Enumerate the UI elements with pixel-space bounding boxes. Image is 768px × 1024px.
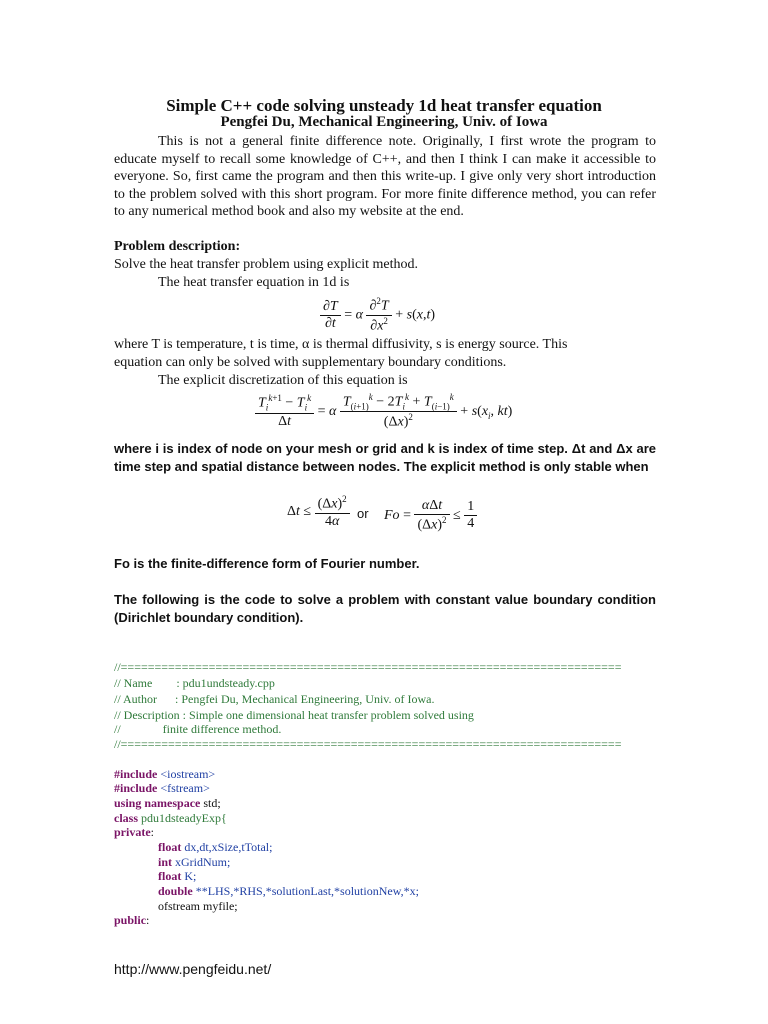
stability-condition-2: Fo = $\frac{\text{αΔt}}{(\Delta x)^2}$ ≤ $\frac{1}{4}$ <box>384 498 477 534</box>
problem-heading: Problem description: <box>114 239 241 254</box>
heat-equation: $\frac{\partial T}{\partial t}$ = α $\frac{\partial^2T}{\partial x^2}$ + s(x,t) <box>320 296 435 334</box>
solve-line: Solve the heat transfer problem using explicit method. <box>114 257 419 272</box>
explicit-intro: The explicit discretization of this equation is <box>158 373 408 388</box>
code-name-comment: // Name : pdu1undsteady.cpp <box>114 676 275 690</box>
code-author-comment: // Author : Pengfei Du, Mechanical Engineering, Univ. of Iowa. <box>114 692 435 706</box>
where-line-1: where T is temperature, t is time, α is thermal diffusivity, s is energy source. This <box>114 337 568 352</box>
or-word: or <box>357 506 369 521</box>
code-public: public: <box>114 913 150 927</box>
code-float-k-decl: float K; <box>158 869 197 883</box>
code-private: private: <box>114 825 154 839</box>
code-double-decl: double **LHS,*RHS,*solutionLast,*solutionNew,*x; <box>158 884 419 898</box>
explicit-equation: $\frac{T_i^{k+1} - T_i^k}{\Delta t}$ = α $\frac{T_{(i+1)}^k - 2T_i^k + T_{(i-1)}^k}{(\Delta x)^2}$ + $s(x_i$, kt) <box>255 392 512 431</box>
code-float-decl: float dx,dt,xSize,tTotal; <box>158 840 273 854</box>
code-include-fstream: #include <fstream> <box>114 781 210 795</box>
fo-line: Fo is the finite-difference form of Fourier number. <box>114 556 420 571</box>
intro-paragraph: This is not a general finite difference note. Originally, I first wrote the program to educate myself to recall some knowledge of C++, and then I think I can make it accessible to everyone. So, first came the program and then this write-up. I give only very short introduction to the problem solved with this short program. For more finite difference method, you can refer to any numerical method book and also my website at the end. <box>114 134 656 220</box>
author-line: Pengfei Du, Mechanical Engineering, Univ. of Iowa <box>220 114 548 130</box>
doc-title: Simple C++ code solving unsteady 1d heat transfer equation <box>166 96 602 115</box>
code-int-decl: int xGridNum; <box>158 855 231 869</box>
stability-condition-1: Δt ≤ $\frac{(\Delta x)^2}{4\alpha}$ <box>287 494 350 530</box>
code-using-namespace: using namespace std; <box>114 796 221 810</box>
code-ofstream-decl: ofstream myfile; <box>158 899 238 913</box>
code-include-iostream: #include <iostream> <box>114 767 216 781</box>
index-paragraph: where i is index of node on your mesh or grid and k is index of time step. Δt and Δx are time step and spatial distance between nodes. The explicit method is only stable when <box>114 441 656 474</box>
code-desc-comment: // Description : Simple one dimensional heat transfer problem solved using <box>114 708 474 722</box>
footer-url[interactable]: http://www.pengfeidu.net/ <box>114 961 272 977</box>
following-paragraph: The following is the code to solve a problem with constant value boundary condition (Dirichlet boundary condition). <box>114 592 656 625</box>
code-class-decl: class pdu1dsteadyExp{ <box>114 811 227 825</box>
code-desc-comment-2: // finite difference method. <box>114 722 282 736</box>
heat-eq-intro: The heat transfer equation in 1d is <box>158 275 350 290</box>
code-separator-bottom: //========================================================================== <box>114 737 622 751</box>
code-separator-top: //========================================================================== <box>114 660 622 674</box>
where-line-2: equation can only be solved with supplementary boundary conditions. <box>114 355 507 370</box>
